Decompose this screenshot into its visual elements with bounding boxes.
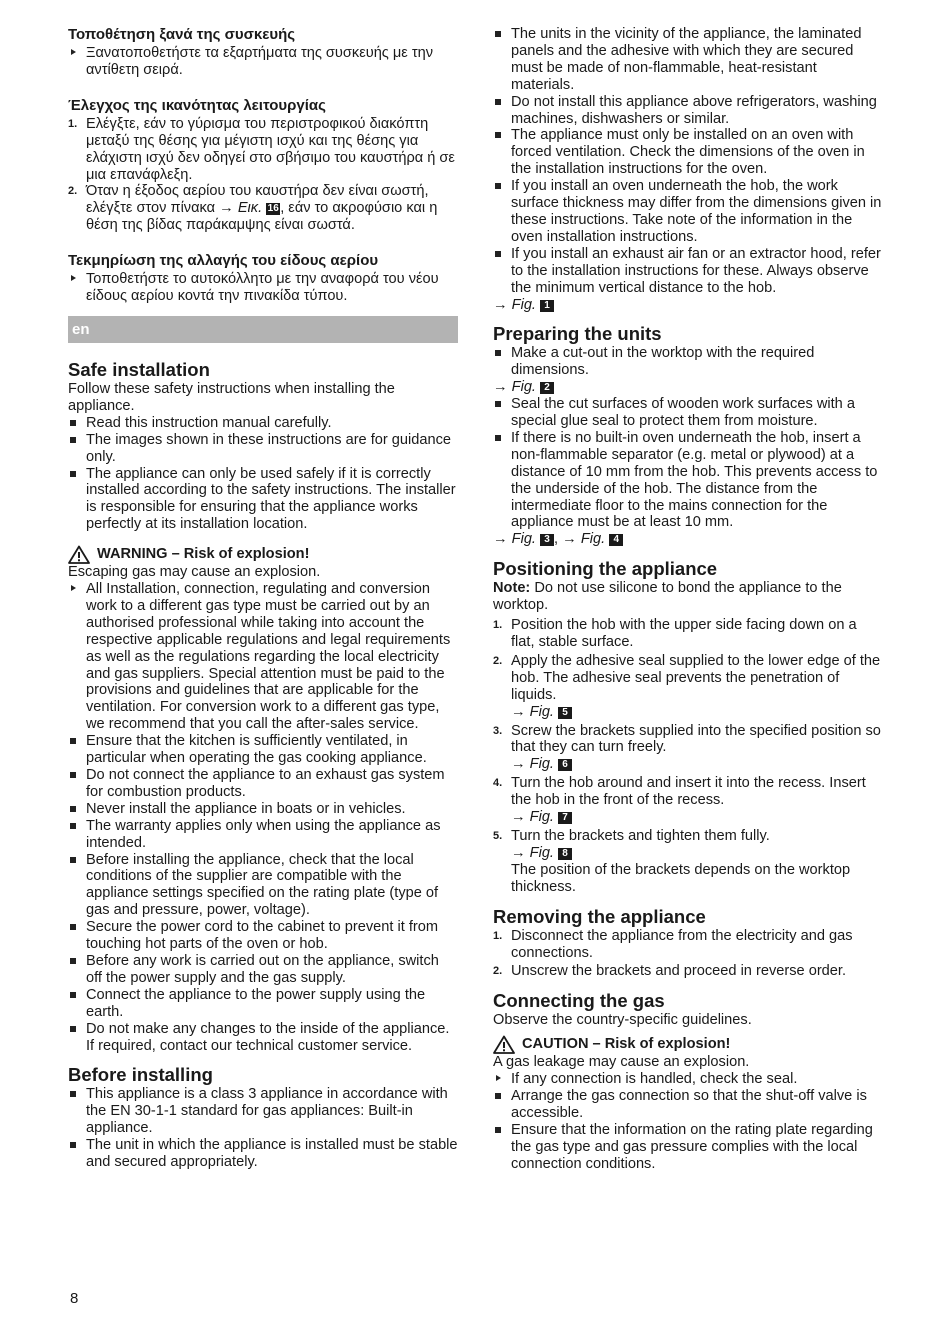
fig-separator: , bbox=[554, 531, 559, 548]
section-title-connecting-gas: Connecting the gas bbox=[493, 990, 665, 1012]
step-number: 1. bbox=[493, 929, 503, 942]
list-item: Arrange the gas connection so that the shut-off valve is accessible. bbox=[493, 1088, 883, 1122]
step-text: Όταν η έξοδος αερίου του καυστήρα δεν είναι σωστή, ελέγξτε στον πίνακα → bbox=[86, 183, 429, 217]
step-item bbox=[493, 928, 883, 962]
list-item: Read this instruction manual carefully. bbox=[68, 415, 458, 432]
step-text: Screw the brackets supplied into the specified position so that they can turn freely. bbox=[511, 722, 881, 756]
preparing-list-1 bbox=[493, 345, 883, 379]
step-number: 2. bbox=[68, 185, 78, 198]
figure-badge: 3 bbox=[540, 534, 554, 546]
caution-heading bbox=[493, 1035, 883, 1054]
fig-label: Fig. bbox=[580, 531, 606, 548]
list-item: This appliance is a class 3 appliance in accordance with the EN 30-1-1 standard for gas appliances: Built-in appliance. bbox=[68, 1086, 458, 1137]
step-number: 3. bbox=[493, 724, 503, 737]
step-item bbox=[493, 723, 883, 774]
list-item: If you install an oven underneath the hob, the work surface thickness may differ from the dimensions given in these instructions. Take note of the information in the oven installation instructions. bbox=[493, 178, 883, 246]
safe-list bbox=[68, 415, 458, 533]
fig-reference-line bbox=[493, 379, 883, 396]
step-number: 1. bbox=[68, 117, 78, 130]
list-item: If any connection is handled, check the seal. bbox=[493, 1071, 883, 1088]
arrow-icon: → bbox=[511, 809, 526, 826]
list-item: Connect the appliance to the power supply using the earth. bbox=[68, 987, 458, 1021]
positioning-steps bbox=[493, 617, 883, 896]
step-fig-ref bbox=[511, 704, 883, 721]
list-item: The appliance must only be installed on an oven with forced ventilation. Check the dimensions of the oven in the installation instructions for the oven. bbox=[493, 127, 883, 178]
step-text: Turn the brackets and tighten them fully. bbox=[511, 827, 770, 844]
list-item: Do not install this appliance above refrigerators, washing machines, dishwashers or similar. bbox=[493, 94, 883, 128]
section-title-gas-type-doc: Τεκμηρίωση της αλλαγής του είδους αερίου bbox=[68, 252, 379, 270]
fig-label: Fig. bbox=[511, 531, 536, 548]
caution-label: CAUTION – Risk of explosion! bbox=[522, 1036, 731, 1053]
note-label: Note: bbox=[493, 580, 531, 597]
step-item bbox=[68, 116, 458, 184]
step-text: Ελέγξτε, εάν το γύρισμα του περιστροφικού διακόπτη μεταξύ της θέσης για μέγιστη ισχύ και της θέσης για ελάχιστη ισχύ δεν οδηγεί στο σβήσιμο του καυστήρα ή σε μια επανάφλεξη. bbox=[86, 115, 455, 183]
arrow-icon: → bbox=[493, 531, 508, 548]
arrow-icon: → bbox=[493, 296, 508, 313]
list-item: Ensure that the kitchen is sufficiently ventilated, in particular when operating the gas cooking appliance. bbox=[68, 733, 458, 767]
section-title-removing: Removing the appliance bbox=[493, 905, 706, 927]
warning-triangle-icon bbox=[493, 1035, 515, 1054]
list-item: The warranty applies only when using the appliance as intended. bbox=[68, 818, 458, 852]
removing-steps bbox=[493, 928, 883, 981]
step-text: Unscrew the brackets and proceed in reverse order. bbox=[511, 963, 847, 980]
figure-badge: 6 bbox=[558, 759, 572, 771]
fig-label: Fig. bbox=[529, 756, 554, 773]
step-text: Turn the hob around and insert it into the recess. Insert the hob in the front of the recess. bbox=[511, 775, 866, 809]
note-text: Do not use silicone to bond the appliance to the worktop. bbox=[493, 580, 842, 614]
list-item: The images shown in these instructions are for guidance only. bbox=[68, 432, 458, 466]
list-item: Before any work is carried out on the appliance, switch off the power supply and the gas supply. bbox=[68, 953, 458, 987]
step-item bbox=[493, 653, 883, 721]
fig-label: Fig. bbox=[529, 844, 554, 861]
safe-intro: Follow these safety instructions when installing the appliance. bbox=[68, 380, 395, 414]
fig-label: Fig. bbox=[529, 703, 554, 720]
figure-badge: 8 bbox=[558, 848, 572, 860]
step-fig-ref bbox=[511, 845, 883, 862]
list-item: Do not make any changes to the inside of the appliance. If required, contact our technical customer service. bbox=[68, 1021, 458, 1055]
step-number: 4. bbox=[493, 777, 503, 790]
figure-badge: 16 bbox=[267, 203, 279, 215]
fig-label: Fig. bbox=[511, 379, 536, 396]
arrow-icon: → bbox=[511, 756, 526, 773]
warning-heading bbox=[68, 545, 458, 564]
figure-badge: 2 bbox=[540, 382, 554, 394]
fig-reference-line bbox=[493, 297, 883, 314]
list-item: Ensure that the information on the rating plate regarding the gas type and gas pressure complies with the local connection conditions. bbox=[493, 1122, 883, 1173]
fig-label: Fig. bbox=[511, 296, 536, 313]
warning-triangle-icon bbox=[68, 545, 90, 564]
gas-type-doc-list bbox=[68, 271, 458, 305]
step-item bbox=[493, 828, 883, 896]
figure-badge: 1 bbox=[540, 300, 554, 312]
warning-tri-list bbox=[68, 581, 458, 733]
step-number: 5. bbox=[493, 829, 503, 842]
step-text: Position the hob with the upper side facing down on a flat, stable surface. bbox=[511, 617, 857, 650]
arrow-icon: → bbox=[511, 844, 526, 861]
vicinity-list bbox=[493, 26, 883, 297]
list-item: Seal the cut surfaces of wooden work surfaces with a special glue seal to protect them from moisture. bbox=[493, 396, 883, 430]
step-item bbox=[493, 775, 883, 826]
step-text-after: , εάν το ακροφύσιο και η θέση της βίδας παράκαμψης είναι σωστά. bbox=[86, 200, 438, 234]
section-title-safe-installation: Safe installation bbox=[68, 358, 210, 380]
caution-text: A gas leakage may cause an explosion. bbox=[493, 1054, 750, 1071]
step-item bbox=[68, 183, 458, 234]
arrow-icon: → bbox=[493, 379, 508, 396]
list-item: If you install an exhaust air fan or an extractor hood, refer to the installation instructions for these. Always observe the minimum vertical distance to the hob. bbox=[493, 246, 883, 297]
step-fig-ref bbox=[511, 756, 883, 773]
step-item bbox=[493, 617, 883, 651]
step-number: 2. bbox=[493, 965, 503, 978]
step-after-text: The position of the brackets depends on the worktop thickness. bbox=[511, 861, 851, 895]
step-item bbox=[493, 963, 883, 980]
figure-badge: 5 bbox=[558, 707, 572, 719]
section-title-preparing-units: Preparing the units bbox=[493, 323, 662, 345]
list-item: Make a cut-out in the worktop with the required dimensions. bbox=[493, 345, 883, 379]
arrow-icon: → bbox=[511, 703, 526, 720]
list-item: Before installing the appliance, check that the local conditions of the supplier are compatible with the appliance settings specified on the rating plate (type of gas and pressure, power, voltage). bbox=[68, 852, 458, 920]
language-bar: en bbox=[68, 316, 458, 343]
warning-sq-list bbox=[68, 733, 458, 1054]
list-item: The unit in which the appliance is installed must be stable and secured appropriately. bbox=[68, 1137, 458, 1171]
function-check-steps bbox=[68, 116, 458, 234]
fig-reference: Εικ. bbox=[237, 200, 263, 217]
reinstall-list bbox=[68, 45, 458, 79]
warning-label: WARNING – Risk of explosion! bbox=[97, 546, 310, 563]
fig-label: Fig. bbox=[529, 809, 554, 826]
warning-text: Escaping gas may cause an explosion. bbox=[68, 564, 321, 581]
list-item: The appliance can only be used safely if it is correctly installed according to the safety instructions. The installer is responsible for ensuring that the appliance works perfectly at its installation location. bbox=[68, 466, 458, 534]
step-number: 2. bbox=[493, 654, 503, 667]
arrow-icon: → bbox=[562, 531, 577, 548]
list-item: Τοποθετήστε το αυτοκόλλητο με την αναφορά του νέου είδους αερίου κοντά την πινακίδα τύπου. bbox=[68, 271, 458, 305]
figure-badge: 4 bbox=[609, 534, 623, 546]
list-item: Never install the appliance in boats or in vehicles. bbox=[68, 801, 458, 818]
caution-tri-list bbox=[493, 1071, 883, 1088]
left-column bbox=[68, 26, 458, 1171]
list-item: Do not connect the appliance to an exhaust gas system for combustion products. bbox=[68, 767, 458, 801]
step-fig-ref bbox=[511, 809, 883, 826]
list-item: The units in the vicinity of the appliance, the laminated panels and the adhesive with which they are secured must be made of non-flammable, heat-resistant materials. bbox=[493, 26, 883, 94]
section-title-positioning: Positioning the appliance bbox=[493, 558, 718, 580]
before-list bbox=[68, 1086, 458, 1171]
fig-reference-line bbox=[493, 531, 883, 548]
right-column bbox=[493, 26, 883, 1173]
step-number: 1. bbox=[493, 619, 503, 632]
caution-sq-list bbox=[493, 1088, 883, 1173]
list-item: If there is no built-in oven underneath the hob, insert a non-flammable separator (e.g. metal or plywood) at a distance of 10 mm from the hob. This prevents access to the underside of the hob. The distance from the intermediate floor to the mains connection for the appliance must be at least 10 mm. bbox=[493, 430, 883, 531]
page-number: 8 bbox=[70, 1290, 79, 1307]
gas-intro: Observe the country-specific guidelines. bbox=[493, 1012, 752, 1029]
step-text: Apply the adhesive seal supplied to the lower edge of the hob. The adhesive seal prevents the penetration of liquids. bbox=[511, 652, 881, 703]
preparing-list-2 bbox=[493, 396, 883, 531]
list-item: Ξανατοποθετήστε τα εξαρτήματα της συσκευής με την αντίθετη σειρά. bbox=[68, 45, 458, 79]
step-text: Disconnect the appliance from the electricity and gas connections. bbox=[511, 927, 853, 961]
section-title-function-check: Έλεγχος της ικανότητας λειτουργίας bbox=[68, 96, 326, 114]
list-item: Secure the power cord to the cabinet to prevent it from touching hot parts of the oven or hob. bbox=[68, 919, 458, 953]
positioning-note bbox=[493, 580, 883, 614]
list-item: All Installation, connection, regulating and conversion work to a different gas type must be carried out by an authorised professional while taking into account the respective applicable regulations and legal requirements as well as the regulations regarding the local electricity and gas suppliers. Special attention must be paid to the provisions and guidelines that are applicable for the ventilation. For conversion work to a different gas type, we recommend that you call the after-sales service. bbox=[68, 581, 458, 733]
section-title-reinstall: Τοποθέτηση ξανά της συσκευής bbox=[68, 26, 296, 43]
figure-badge: 7 bbox=[558, 812, 572, 824]
section-title-before-installing: Before installing bbox=[68, 1064, 213, 1086]
